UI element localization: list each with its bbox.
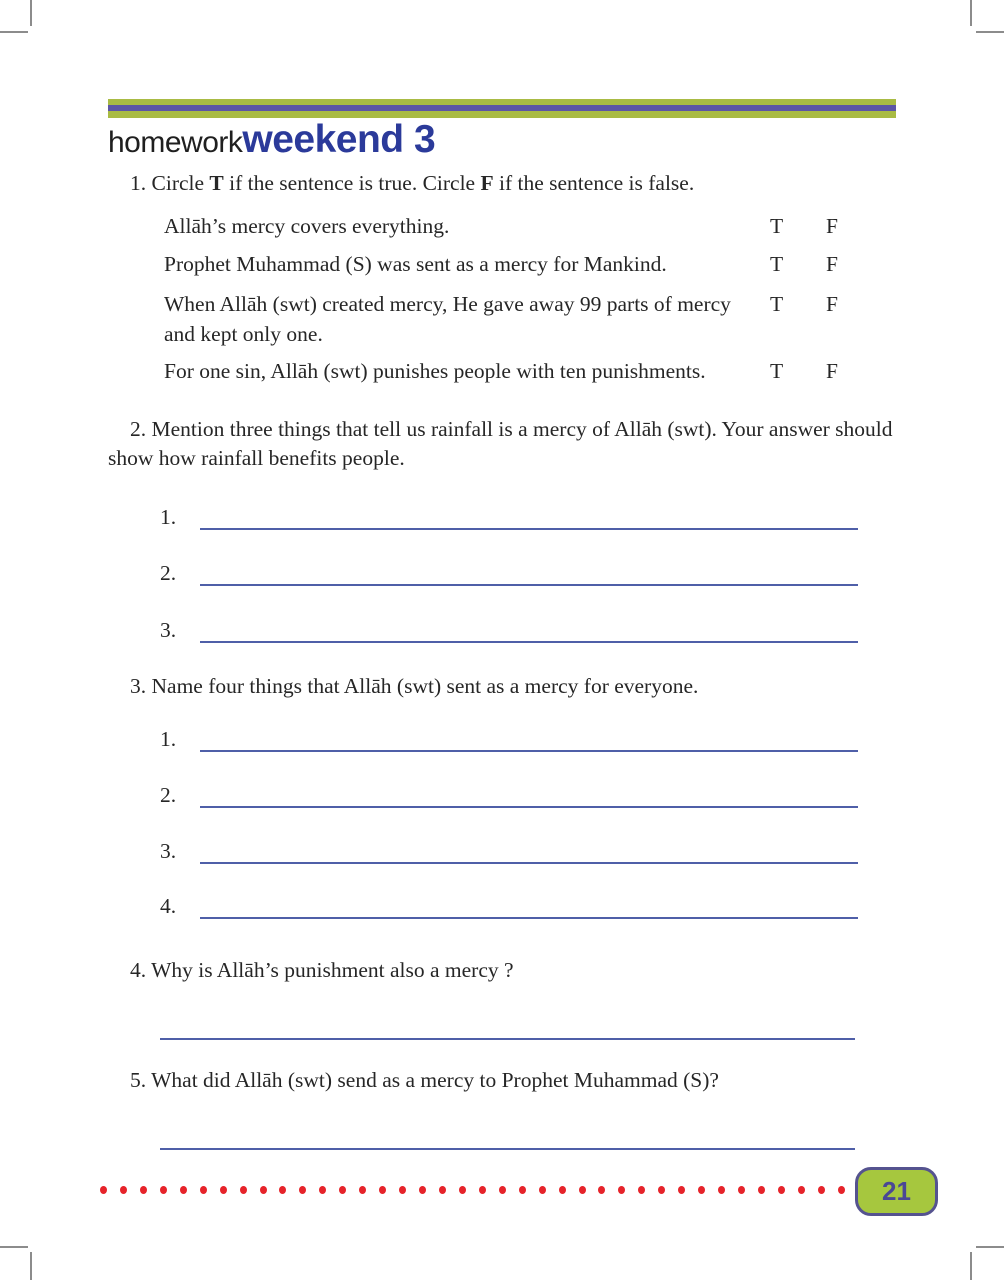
question-3-prompt: 3. Name four things that Allāh (swt) sent as a mercy for everyone.: [130, 674, 699, 698]
answer-line[interactable]: [200, 558, 858, 586]
question-1-prompt: [130, 169, 910, 198]
corner-mark-bottom-left-vertical: [30, 1252, 32, 1280]
separator-dot: [798, 1186, 805, 1194]
question-5-prompt: 5. What did Allāh (swt) send as a mercy to Prophet Muhammad (S)?: [130, 1068, 719, 1092]
blank-number: 1.: [160, 727, 177, 751]
true-option[interactable]: T: [770, 214, 784, 238]
separator-dot: [658, 1186, 665, 1194]
separator-dot: [758, 1186, 765, 1194]
answer-blank-row: [160, 891, 858, 921]
blank-number: 2.: [160, 561, 177, 585]
separator-dot: [818, 1186, 825, 1194]
separator-dot: [439, 1186, 446, 1194]
corner-mark-bottom-right-vertical: [970, 1252, 972, 1280]
blank-number: 3.: [160, 839, 177, 863]
answer-line[interactable]: [200, 836, 858, 864]
title-main: weekend 3: [242, 118, 436, 161]
q1-prompt-part: if the sentence is false.: [493, 171, 695, 195]
separator-dot: [499, 1186, 506, 1194]
separator-dot: [838, 1186, 845, 1194]
separator-dot: [299, 1186, 306, 1194]
answer-blank-row: [160, 836, 858, 866]
separator-dot: [359, 1186, 366, 1194]
q1-prompt-true-letter: T: [209, 171, 224, 195]
separator-dot: [519, 1186, 526, 1194]
separator-dot: [260, 1186, 267, 1194]
statement-text: When Allāh (swt) created mercy, He gave away 99 parts of mercy and kept only one.: [164, 292, 731, 346]
answer-line[interactable]: [200, 891, 858, 919]
blank-number: 4.: [160, 894, 177, 918]
question-2-prompt: 2. Mention three things that tell us rainfall is a mercy of Allāh (swt). Your answer should show how rainfall benefits people.: [108, 417, 893, 470]
separator-dot: [180, 1186, 187, 1194]
separator-dot: [140, 1186, 147, 1194]
answer-line[interactable]: [200, 724, 858, 752]
separator-dot: [598, 1186, 605, 1194]
blank-number: 1.: [160, 505, 177, 529]
separator-dot: [479, 1186, 486, 1194]
separator-dot: [339, 1186, 346, 1194]
false-option[interactable]: F: [826, 252, 838, 276]
answer-blank-row: [160, 724, 858, 754]
corner-mark-top-right-vertical: [970, 0, 972, 26]
true-option[interactable]: T: [770, 252, 784, 276]
answer-line[interactable]: [160, 1010, 855, 1040]
separator-dot: [459, 1186, 466, 1194]
page-title: [108, 118, 435, 162]
answer-line[interactable]: [200, 502, 858, 530]
separator-dot: [419, 1186, 426, 1194]
q1-prompt-part: if the sentence is true. Circle: [223, 171, 481, 195]
separator-dot: [200, 1186, 207, 1194]
answer-blank-row: [160, 558, 858, 588]
statement-text: Allāh’s mercy covers everything.: [164, 214, 450, 238]
separator-dot: [319, 1186, 326, 1194]
separator-dot: [220, 1186, 227, 1194]
answer-blank-row: [160, 780, 858, 810]
separator-dot: [579, 1186, 586, 1194]
separator-dot: [638, 1186, 645, 1194]
false-option[interactable]: F: [826, 292, 838, 316]
tf-statement-row: [164, 356, 896, 418]
blank-number: 3.: [160, 618, 177, 642]
separator-dot: [678, 1186, 685, 1194]
corner-mark-bottom-right-horizontal: [976, 1246, 1004, 1248]
corner-mark-top-right-horizontal: [976, 31, 1004, 33]
separator-dot: [718, 1186, 725, 1194]
separator-dot: [778, 1186, 785, 1194]
q1-prompt-part: 1. Circle: [130, 171, 210, 195]
statement-text: For one sin, Allāh (swt) punishes people with ten punishments.: [164, 359, 706, 383]
dotted-separator: [100, 1186, 845, 1194]
false-option[interactable]: F: [826, 214, 838, 238]
separator-dot: [539, 1186, 546, 1194]
separator-dot: [618, 1186, 625, 1194]
q1-prompt-false-letter: F: [480, 171, 494, 195]
answer-blank-row: [160, 502, 858, 532]
answer-line[interactable]: [160, 1120, 855, 1150]
separator-dot: [120, 1186, 127, 1194]
true-option[interactable]: T: [770, 359, 784, 383]
page-number-badge: [855, 1167, 938, 1216]
separator-dot: [559, 1186, 566, 1194]
tf-statement-row: [164, 289, 896, 351]
title-kicker: homework: [108, 126, 243, 159]
page-number: 21: [882, 1176, 911, 1206]
corner-mark-bottom-left-horizontal: [0, 1246, 28, 1248]
separator-dot: [100, 1186, 107, 1194]
blank-number: 2.: [160, 783, 177, 807]
answer-line[interactable]: [200, 615, 858, 643]
separator-dot: [738, 1186, 745, 1194]
separator-dot: [379, 1186, 386, 1194]
separator-dot: [279, 1186, 286, 1194]
separator-dot: [160, 1186, 167, 1194]
corner-mark-top-left-horizontal: [0, 31, 28, 33]
true-option[interactable]: T: [770, 292, 784, 316]
separator-dot: [399, 1186, 406, 1194]
false-option[interactable]: F: [826, 359, 838, 383]
question-4-prompt: 4. Why is Allāh’s punishment also a mercy ?: [130, 958, 514, 982]
header-stripe-rule: [108, 99, 896, 118]
statement-text: Prophet Muhammad (S) was sent as a mercy for Mankind.: [164, 252, 667, 276]
separator-dot: [240, 1186, 247, 1194]
answer-line[interactable]: [200, 780, 858, 808]
separator-dot: [698, 1186, 705, 1194]
corner-mark-top-left-vertical: [30, 0, 32, 26]
answer-blank-row: [160, 615, 858, 645]
